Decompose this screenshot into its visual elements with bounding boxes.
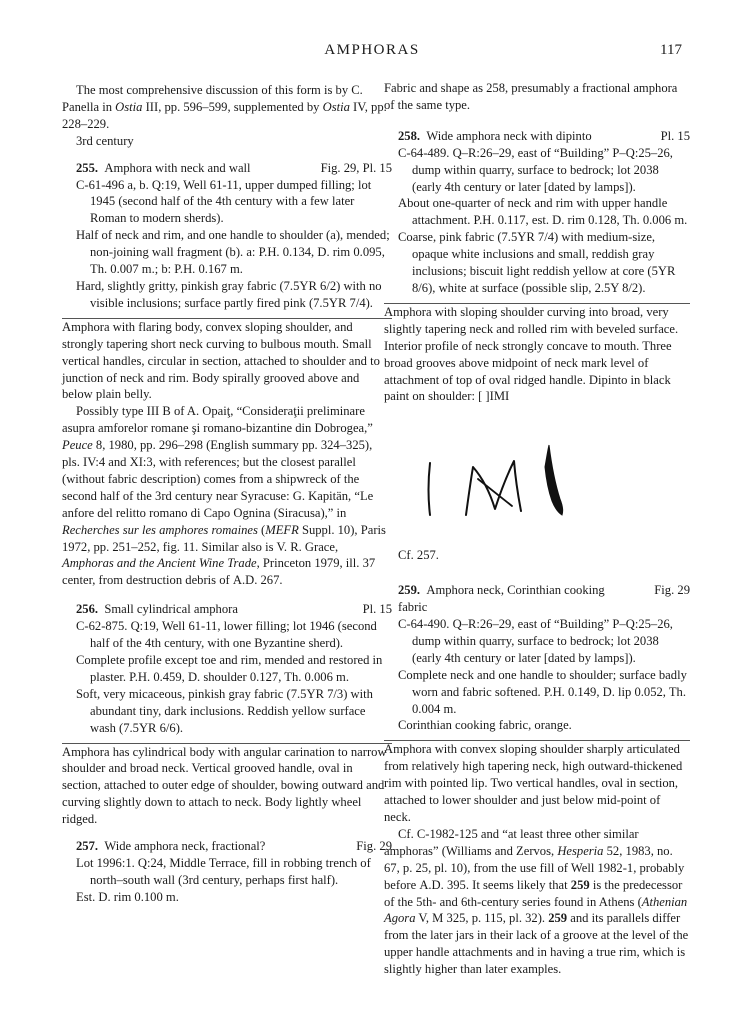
entry-258-description: Amphora with sloping shoulder curving into broad, very slightly tapering neck and rolled rim with beveled surface. Interior profile of neck strongly concave to mouth. Three broad grooves above midpoint of neck mark level of attachment of top of oval ridged handle. Dipinto in black paint on shoulder: [ ]IMI [384,304,679,404]
entry-255-commentary: Possibly type III B of A. Opaiţ, “Consideraţii preliminare asupra amforelor romane şi romano-bizantine din Dobrogea,” Peuce 8, 1980, pp. 296–298 (English summary pp. 324–325), pls. IV:4 and XI:3, with references; but the closest parallel (without fabric description) comes from a shipwreck of the second half of the 3rd century near Syracuse: G. Kapitän, “Le anfore del relitto romano di Capo Ognina (Siracusa),” in Recherches sur les amphores romaines (MEFR Suppl. 10), Paris 1972, pp. 251–252, fig. 11. Similar also is V. R. Grace, Amphoras and the Ancient Wine Trade, Princeton 1979, ill. 37 center, from destruction debris of A.D. 267. [62,404,386,588]
dipinto-stroke [429,463,431,515]
figure-ref: Fig. 29 [654,583,690,598]
dipinto-drawing [384,405,690,547]
entry-259-heading: 259. Amphora neck, Corinthian cooking fabric Fig. 29 [398,583,690,615]
entry-259-commentary: Cf. C-1982-125 and “at least three other similar amphoras” (Williams and Zervos, Hesperia 52, 1983, no. 67, p. 25, pl. 10), from the use fill of Well 1982-1, probably before A.D. 395. It seems likely that 259 is the predecessor of the 5th- and 6th-century series found in Athens (Athenian Agora V, M 325, p. 115, pl. 32). 259 and its parallels differ from the later jars in their lack of a groove at the level of the upper handle attachments and in having a true rim, which is slightly higher than later examples. [384,826,689,977]
figure-ref: Fig. 29 [356,839,392,854]
entry-256-catalog: C-62-875. Q:19, Well 61-11, lower filling; lot 1946 (second half of the 4th century, with one Byzantine sherd). Complete profile except toe and rim, mended and restored in plaster. P.H. 0.459, D. shoulder 0.127, Th. 0.006 m. Soft, very micaceous, pinkish gray fabric (7.5YR 7/3) with abundant tiny, dark inclusions. Reddish yellow surface wash (7.5YR 6/6). [76,619,383,735]
page-number: 117 [660,42,682,58]
entry-255-catalog: C-61-496 a, b. Q:19, Well 61-11, upper dumped filling; lot 1945 (second half of the 4th century with a few later Roman to modern sherds). Half of neck and rim, and one handle to shoulder (a), mended; non-joining wall fragment (b). a: P.H. 0.134, D. rim 0.095, Th. 0.007 m.; b: P.H. 0.167 m. Hard, slightly gritty, pinkish gray fabric (7.5YR 6/2) with no visible inclusions; surface partly fired pink (7.5YR 7/4). [76,177,390,310]
figure-ref: Pl. 15 [362,602,392,617]
dipinto-figure [384,405,690,547]
dipinto-stroke [466,461,521,515]
dipinto-stroke [545,445,563,515]
intro-date: 3rd century [76,133,134,148]
entry-255-description: Amphora with flaring body, convex sloping shoulder, and strongly tapering short neck curving to bulbous mouth. Small vertical handles, circular in section, attached to shoulder and to junction of neck and rim. Body spirally grooved above and below plain belly. [62,319,380,402]
page-header [0,42,744,68]
entry-259-description: Amphora with convex sloping shoulder sharply articulated from relatively high tapering neck, high outward-thickened rim with pointed lip. Two vertical handles, oval in section, attached to lower shoulder and just below mid-point of neck. [384,742,683,824]
dipinto-stroke [478,479,512,506]
figure-ref: Pl. 15 [660,128,690,143]
entry-256-description: Amphora has cylindrical body with angular carination to narrow shoulder and broad neck. Vertical grooved handle, oval in section, attached to outer edge of shoulder, bowing outward and curving slightly down to attach to neck. Body lightly wheel ridged. [62,744,387,827]
entry-257-catalog: Lot 1996:1. Q:24, Middle Terrace, fill in robbing trench of north–south wall (3rd century, perhaps first half). Est. D. rim 0.100 m. [76,855,371,904]
entry-259-catalog: C-64-490. Q–R:26–29, east of “Building” P–Q:25–26, dump within quarry, surface to bedrock; lot 2038 (early 4th century or later [dated by lamps]). Complete neck and one handle to shoulder; surface badly worn and fabric softened. P.H. 0.149, D. lip 0.052, Th. 0.004 m. Corinthian cooking fabric, orange. [398,617,687,733]
entry-258-crossref: Cf. 257. [398,548,439,563]
entry-258-heading: 258. Wide amphora neck with dipinto Pl. 15 [398,128,690,143]
intro-paragraph: The most comprehensive discussion of this form is by C. Panella in Ostia III, pp. 596–599, supplemented by Ostia IV, pp. 228–229. [62,83,387,131]
left-column [62,82,392,906]
figure-ref: Fig. 29, Pl. 15 [320,160,392,175]
entry-256-heading: 256. Small cylindrical amphora Pl. 15 [76,602,392,617]
continued-text: Fabric and shape as 258, presumably a fractional amphora of the same type. [384,81,678,112]
entry-257-heading: 257. Wide amphora neck, fractional? Fig. 29 [76,839,392,854]
entry-258-catalog: C-64-489. Q–R:26–29, east of “Building” P–Q:25–26, dump within quarry, surface to bedrock; lot 2038 (early 4th century or later [dated by lamps]). About one-quarter of neck and rim with upper handle attachment. P.H. 0.117, est. D. rim 0.128, Th. 0.006 m. Coarse, pink fabric (7.5YR 7/4) with medium-size, opaque white inclusions and small, reddish gray inclusions; biscuit light reddish yellow at core (5YR 8/6), white at surface (possible slip, 2.5Y 8/2). [398,145,688,295]
right-column [384,80,690,978]
entry-255-heading: 255. Amphora with neck and wall Fig. 29, Pl. 15 [76,160,392,175]
running-title: AMPHORAS [324,42,420,58]
